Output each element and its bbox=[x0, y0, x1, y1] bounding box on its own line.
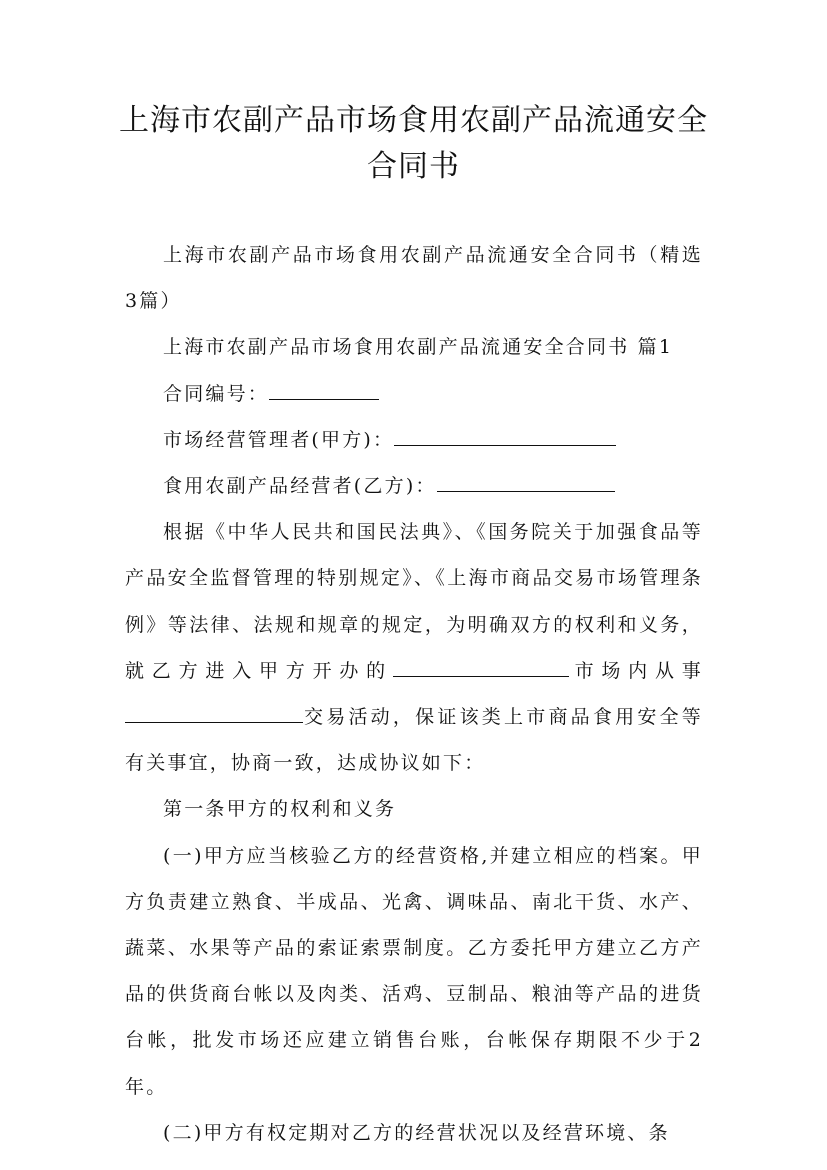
party-a-line bbox=[125, 417, 703, 463]
basis-text-3: 交易活动，保证该类上市商品食用安全等有关事宜，协商一致，达成协议如下： bbox=[125, 706, 703, 775]
market-name-blank[interactable] bbox=[393, 656, 569, 677]
section-1-heading: 第一条甲方的权利和义务 bbox=[163, 798, 397, 821]
party-a-blank[interactable] bbox=[394, 425, 616, 446]
basis-text-1: 根据《中华人民共和国民法典》、《国务院关于加强食品等产品安全监督管理的特别规定》、《上海市商品交易市场管理条例》等法律、法规和规章的规定，为明确双方的权利和义务，就乙方进入甲方开办的 bbox=[125, 521, 703, 682]
clause-2: (二)甲方有权定期对乙方的经营状况以及经营环境、条 bbox=[163, 1121, 670, 1144]
clause-1: (一)甲方应当核验乙方的经营资格,并建立相应的档案。甲方负责建立熟食、半成品、光禽、调味品、南北干货、水产、蔬菜、水果等产品的索证索票制度。乙方委托甲方建立乙方产品的供货商台帐以及肉类、活鸡、豆制品、粮油等产品的进货台帐，批发市场还应建立销售台账，台帐保存期限不少于2年。 bbox=[125, 844, 703, 1098]
article-heading: 上海市农副产品市场食用农副产品流通安全合同书 篇1 bbox=[163, 336, 674, 359]
document-body bbox=[125, 232, 703, 1156]
basis-text-2: 市场内从事 bbox=[568, 659, 703, 682]
contract-number-label: 合同编号： bbox=[163, 382, 270, 405]
subtitle-paragraph: 上海市农副产品市场食用农副产品流通安全合同书（精选3篇） bbox=[125, 244, 703, 313]
party-b-line bbox=[125, 463, 703, 509]
document-title: 上海市农副产品市场食用农副产品流通安全合同书 bbox=[119, 103, 708, 184]
party-b-label: 食用农副产品经营者(乙方)： bbox=[163, 475, 437, 498]
party-b-blank[interactable] bbox=[437, 471, 615, 492]
contract-number-blank[interactable] bbox=[269, 379, 379, 400]
contract-number-line bbox=[125, 371, 703, 417]
trade-type-blank[interactable] bbox=[125, 702, 303, 723]
party-a-label: 市场经营管理者(甲方)： bbox=[163, 428, 395, 451]
basis-paragraph bbox=[125, 509, 703, 786]
